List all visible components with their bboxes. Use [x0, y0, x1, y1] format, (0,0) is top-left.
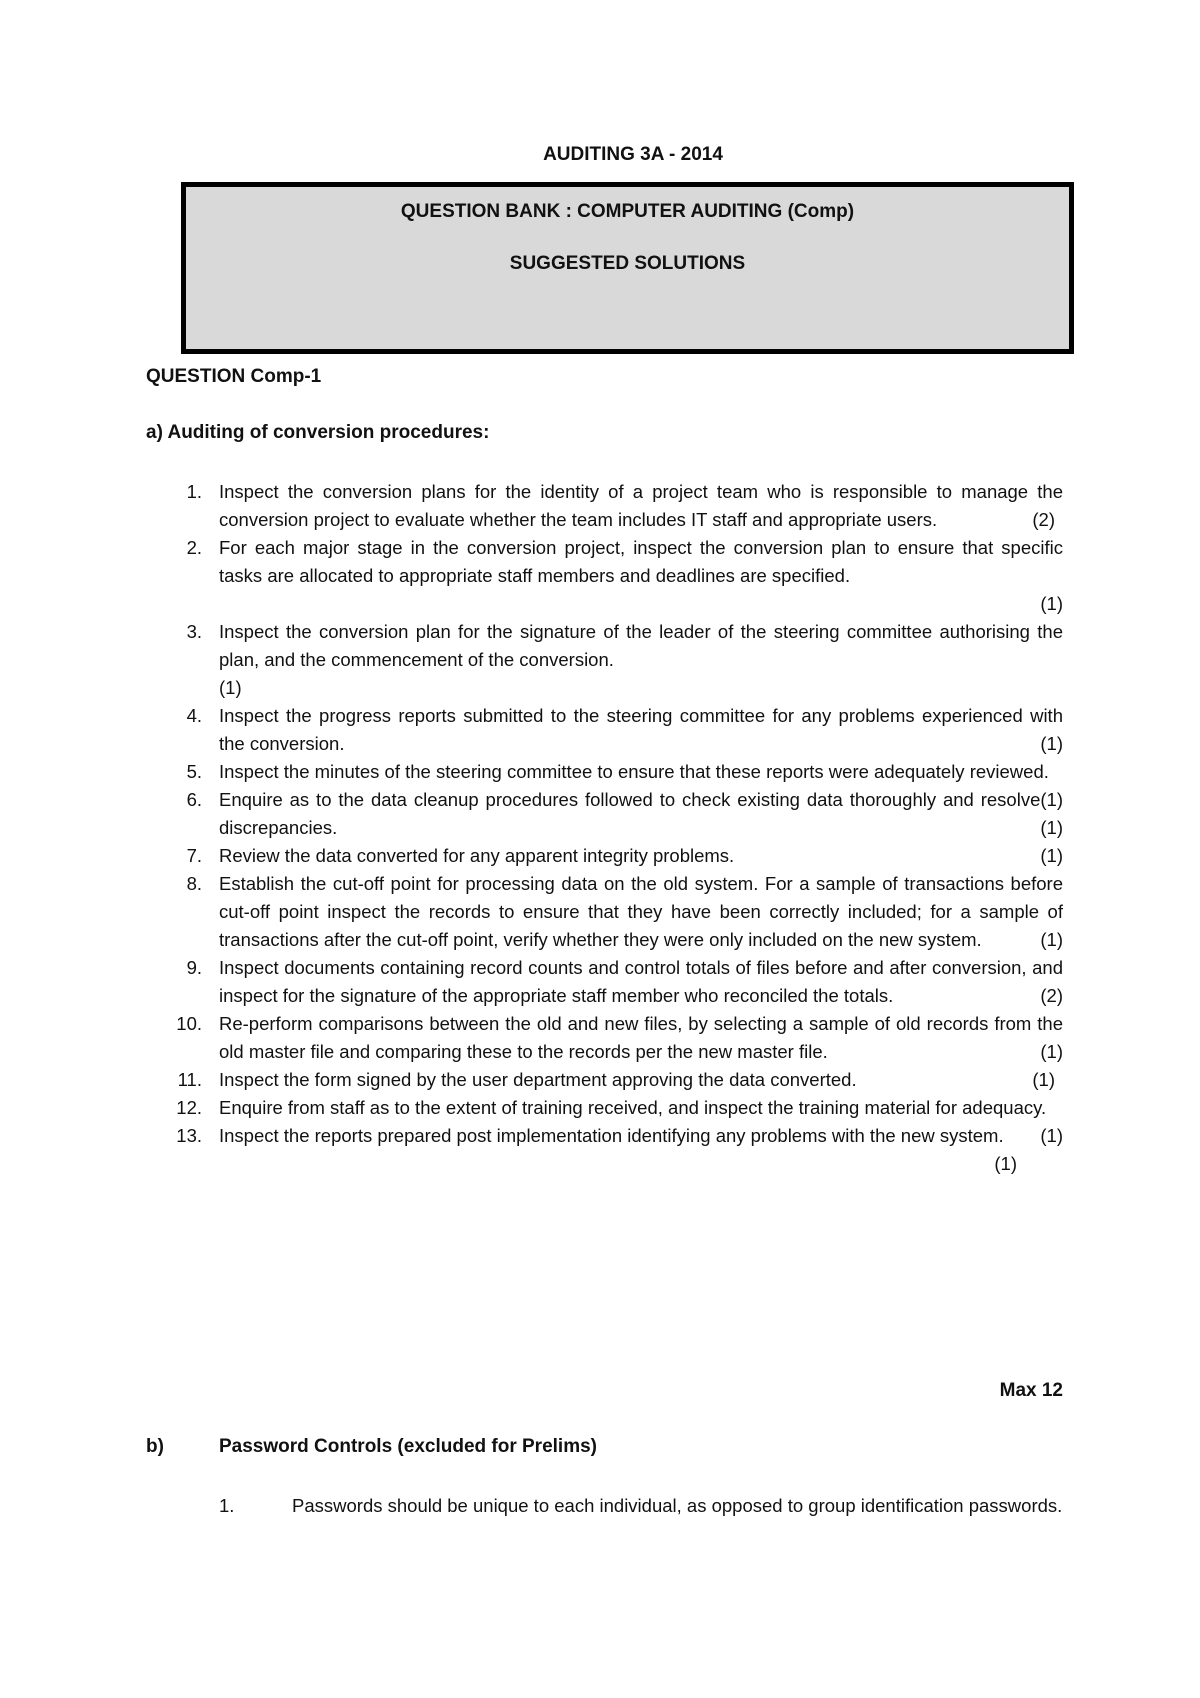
item-mark: (1) — [1040, 845, 1063, 866]
part-b-label: b) — [146, 1436, 164, 1457]
item-mark: (1) — [1040, 733, 1063, 754]
item-number: 10. — [176, 1013, 202, 1034]
list-item — [0, 702, 1063, 758]
list-item — [0, 618, 1063, 702]
item-text: Inspect the reports prepared post implementation identifying any problems with the new system. — [219, 1125, 1004, 1146]
item-mark: (1) — [1040, 789, 1063, 810]
item-number: 4. — [186, 705, 202, 726]
item-text: Inspect the conversion plan for the signature of the leader of the steering committee authorising the plan, and the commencement of the conversion. — [219, 621, 1063, 670]
list-item — [0, 1066, 1063, 1094]
item-mark: (1) — [219, 677, 242, 698]
item-text: Review the data converted for any apparent integrity problems. — [219, 845, 735, 866]
item-number: 8. — [186, 873, 202, 894]
item-number: 2. — [186, 537, 202, 558]
list-item — [0, 758, 1063, 810]
list-item — [0, 1010, 1063, 1066]
procedure-list — [0, 478, 1200, 1178]
item-mark: (1) — [1032, 1069, 1055, 1090]
item-text: Inspect documents containing record counts and control totals of files before and after conversion, and inspect for the signature of the appropriate staff member who reconciled the totals. — [219, 957, 1063, 1006]
box-subtitle: SUGGESTED SOLUTIONS — [509, 253, 746, 274]
item-mark: (1) — [1040, 1041, 1063, 1062]
item-mark: (1) — [1040, 1125, 1063, 1146]
item-text: Inspect the minutes of the steering committee to ensure that these reports were adequately reviewed. — [219, 761, 1049, 782]
question-title: QUESTION Comp-1 — [146, 366, 322, 387]
item-mark: (2) — [1040, 985, 1063, 1006]
item-text: Inspect the progress reports submitted to the steering committee for any problems experienced with the conversion. — [219, 705, 1063, 754]
item-text: For each major stage in the conversion project, inspect the conversion plan to ensure that specific tasks are allocated to appropriate staff members and deadlines are specified. — [219, 537, 1063, 586]
part-b-heading: Password Controls (excluded for Prelims) — [219, 1436, 597, 1457]
item-text: Enquire as to the data cleanup procedures followed to check existing data thoroughly and resolve discrepancies. — [219, 789, 1041, 838]
title-box — [181, 182, 1074, 354]
item-mark: (1) — [1040, 929, 1063, 950]
item-mark: (1) — [1040, 593, 1063, 614]
max-marks: Max 12 — [999, 1380, 1063, 1401]
item-number: 1. — [186, 481, 202, 502]
item-mark: (2) — [1032, 509, 1055, 530]
item-number: 11. — [177, 1069, 202, 1090]
item-mark: (1) — [994, 1153, 1017, 1174]
item-text: Inspect the conversion plans for the identity of a project team who is responsible to manage the conversion project to evaluate whether the team includes IT staff and appropriate users. — [219, 481, 1063, 530]
item-number: 5. — [186, 761, 202, 782]
list-item — [0, 1122, 1063, 1174]
list-item — [0, 870, 1063, 954]
item-number: 3. — [186, 621, 202, 642]
list-item — [0, 478, 1063, 534]
list-item — [0, 842, 1063, 870]
page-title: AUDITING 3A - 2014 — [543, 144, 723, 165]
item-number: 9. — [186, 957, 202, 978]
item-number: 6. — [186, 789, 202, 810]
item-text: Passwords should be unique to each individual, as opposed to group identification passwords. — [292, 1495, 1063, 1516]
item-number: 7. — [186, 845, 202, 866]
item-text: Re-perform comparisons between the old and new files, by selecting a sample of old records from the old master file and comparing these to the records per the new master file. — [219, 1013, 1063, 1062]
box-title: QUESTION BANK : COMPUTER AUDITING (Comp) — [400, 201, 855, 222]
item-mark: (1) — [1040, 817, 1063, 838]
item-number: 1. — [219, 1495, 235, 1516]
item-text: Enquire from staff as to the extent of training received, and inspect the training material for adequacy. — [219, 1097, 1047, 1118]
item-text: Inspect the form signed by the user department approving the data converted. — [219, 1069, 857, 1090]
list-item — [0, 786, 1063, 842]
part-a-heading: a) Auditing of conversion procedures: — [146, 422, 490, 443]
item-text: Establish the cut-off point for processing data on the old system. For a sample of transactions before cut-off point inspect the records to ensure that they have been correctly included; for a sample of transactions after the cut-off point, verify whether they were only included on the new system. — [219, 873, 1063, 950]
item-number: 12. — [176, 1097, 202, 1118]
list-item — [0, 954, 1063, 1010]
list-item — [0, 534, 1063, 618]
item-number: 13. — [176, 1125, 202, 1146]
